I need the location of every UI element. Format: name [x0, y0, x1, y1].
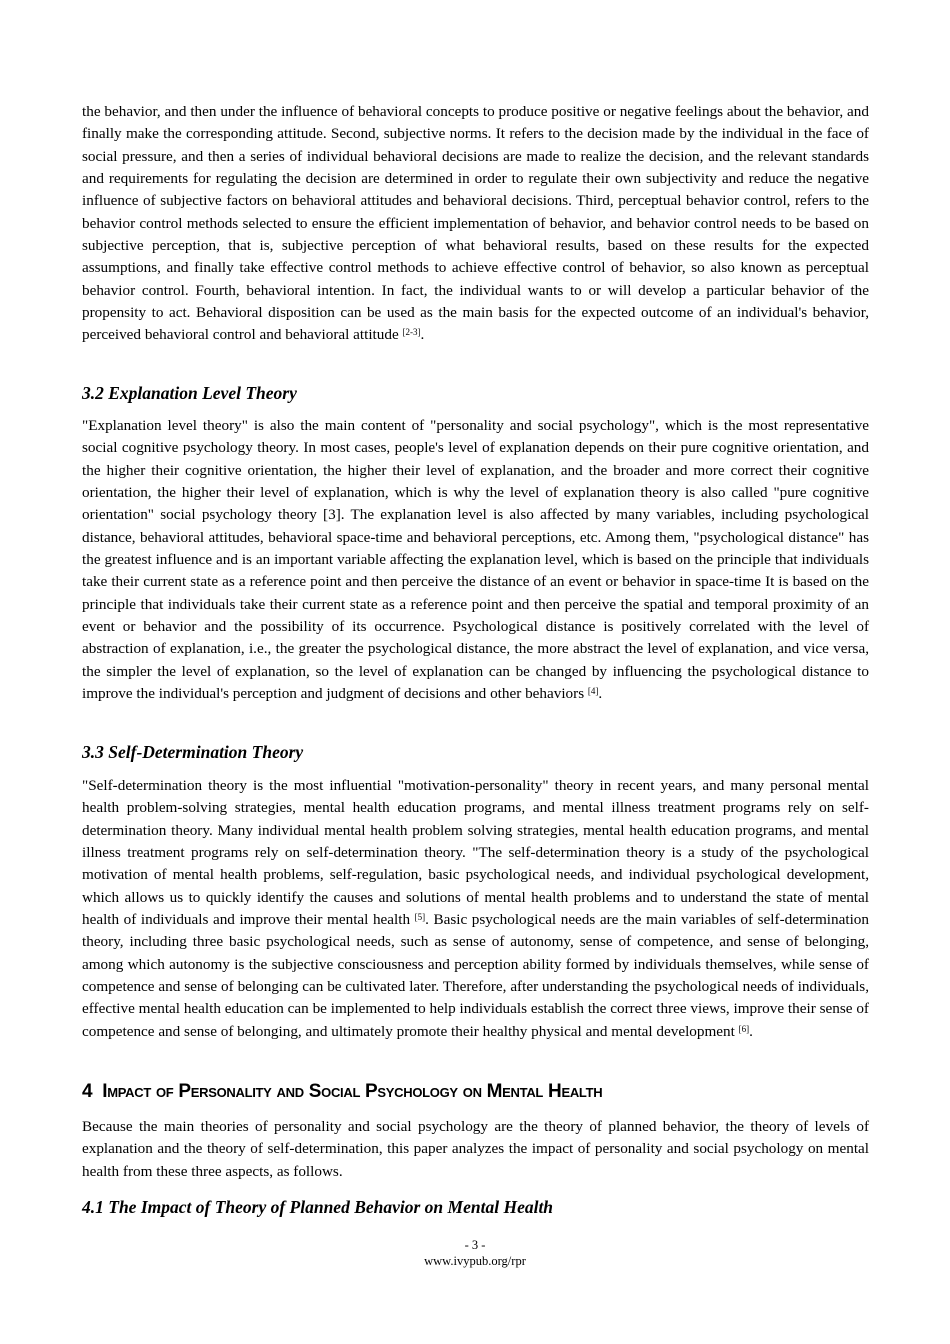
section-heading-4: 4 Impact of Personality and Social Psychology on Mental Health: [82, 1081, 603, 1102]
section-heading-3-3: 3.3 Self-Determination Theory: [82, 742, 304, 762]
footer-url: www.ivypub.org/rpr: [424, 1254, 526, 1268]
paragraph-self-determination: "Self-determination theory is the most influential "motivation-personality" theory in recent years, and many personal mental health problem-solving strategies, mental health education programs, and mental illness treatment programs rely on self-determination theory. Many individual mental health problem solving strategies, mental health education programs, and mental illness treatment programs rely on self-determination theory. "The self-determination theory is a study of the psychological motivation of mental health problems, self-regulation, basic psychological needs, and individual psychological development, which allows us to quickly identify the causes and solutions of mental health problems and to understand the state of mental health of individuals and improve their mental health [5]. Basic psychological needs are the main variables of self-determination theory, including three basic psychological needs, such as sense of autonomy, sense of competence, and sense of belonging, among which autonomy is the subjective consciousness and perception ability formed by individuals themselves, while sense of competence and sense of belonging can be cultivated later. Therefore, after understanding the psychological needs of individuals, effective mental health education can be implemented to help individuals establish the correct three views, improve their sense of competence and sense of belonging, and ultimately promote their healthy physical and mental development [6].: [82, 777, 869, 1040]
citation: [6]: [738, 1023, 750, 1034]
citation: [2-3]: [402, 327, 421, 338]
section-heading-3-2: 3.2 Explanation Level Theory: [82, 383, 297, 403]
citation: [4]: [587, 686, 599, 697]
section-heading-4-1: 4.1 The Impact of Theory of Planned Behavior on Mental Health: [82, 1197, 554, 1217]
paragraph-planned-behavior: the behavior, and then under the influence of behavioral concepts to produce positive or negative feelings about the behavior, and finally make the corresponding attitude. Second, subjective norms. It refers to the decision made by the individual in the face of social pressure, and then a series of individual behavioral decisions are made to realize the decision, and the relevant standards and requirements for regulating the decision are determined in order to regulate their own subjectivity and reduce the negative influence of subjective factors on behavioral attitudes and behavioral decisions. Third, perceptual behavior control, refers to the behavior control methods selected to ensure the efficient implementation of behavior, and behavior control needs to be based on subjective perception, that is, subjective perception of what behavioral results, based on these results for the expected assumptions, and finally take effective control methods to achieve effective control of behavior, so also known as perceptual behavior control. Fourth, behavioral intention. In fact, the individual wants to or will develop a particular behavior of the propensity to act. Behavioral disposition can be used as the main basis for the expected outcome of an individual's behavior, perceived behavioral control and behavioral attitude [2-3].: [82, 103, 869, 344]
page-number: - 3 -: [464, 1238, 486, 1252]
citation: [5]: [414, 912, 426, 923]
paragraph-explanation-level: "Explanation level theory" is also the main content of "personality and social psychology", which is the most representative social cognitive psychology theory. In most cases, people's level of explanation depends on their pure cognitive orientation, and the higher their cognitive orientation, the higher their level of explanation, and the broader and more correct their cognitive orientation, the higher their level of explanation, which is why the level of explanation theory is also called "pure cognitive orientation" social psychology theory [3]. The explanation level is also affected by many variables, including psychological distance, behavioral attitudes, behavioral space-time and behavioral perceptions, etc. Among them, "psychological distance" has the greatest influence and is an important variable affecting the explanation level, which is based on the principle that individuals take their current state as a reference point and then perceive the distance of an event or behavior in space-time It is based on the principle that individuals take their current state as a reference point and then perceive the spatial and temporal proximity of an event or behavior and the possibility of its occurrence. Psychological distance is positively correlated with the level of abstraction of explanation, i.e., the greater the psychological distance, the more abstract the level of explanation, and vice versa, the simpler the level of explanation, so the level of explanation can be changed by influencing the psychological distance to improve the individual's perception and judgment of decisions and other behaviors [4].: [82, 417, 869, 703]
paragraph-impact-intro: Because the main theories of personality and social psychology are the theory of planned behavior, the theory of levels of explanation and the theory of self-determination, this paper analyzes the impact of personality and social psychology on mental health from these three aspects, as follows.: [82, 1118, 869, 1180]
